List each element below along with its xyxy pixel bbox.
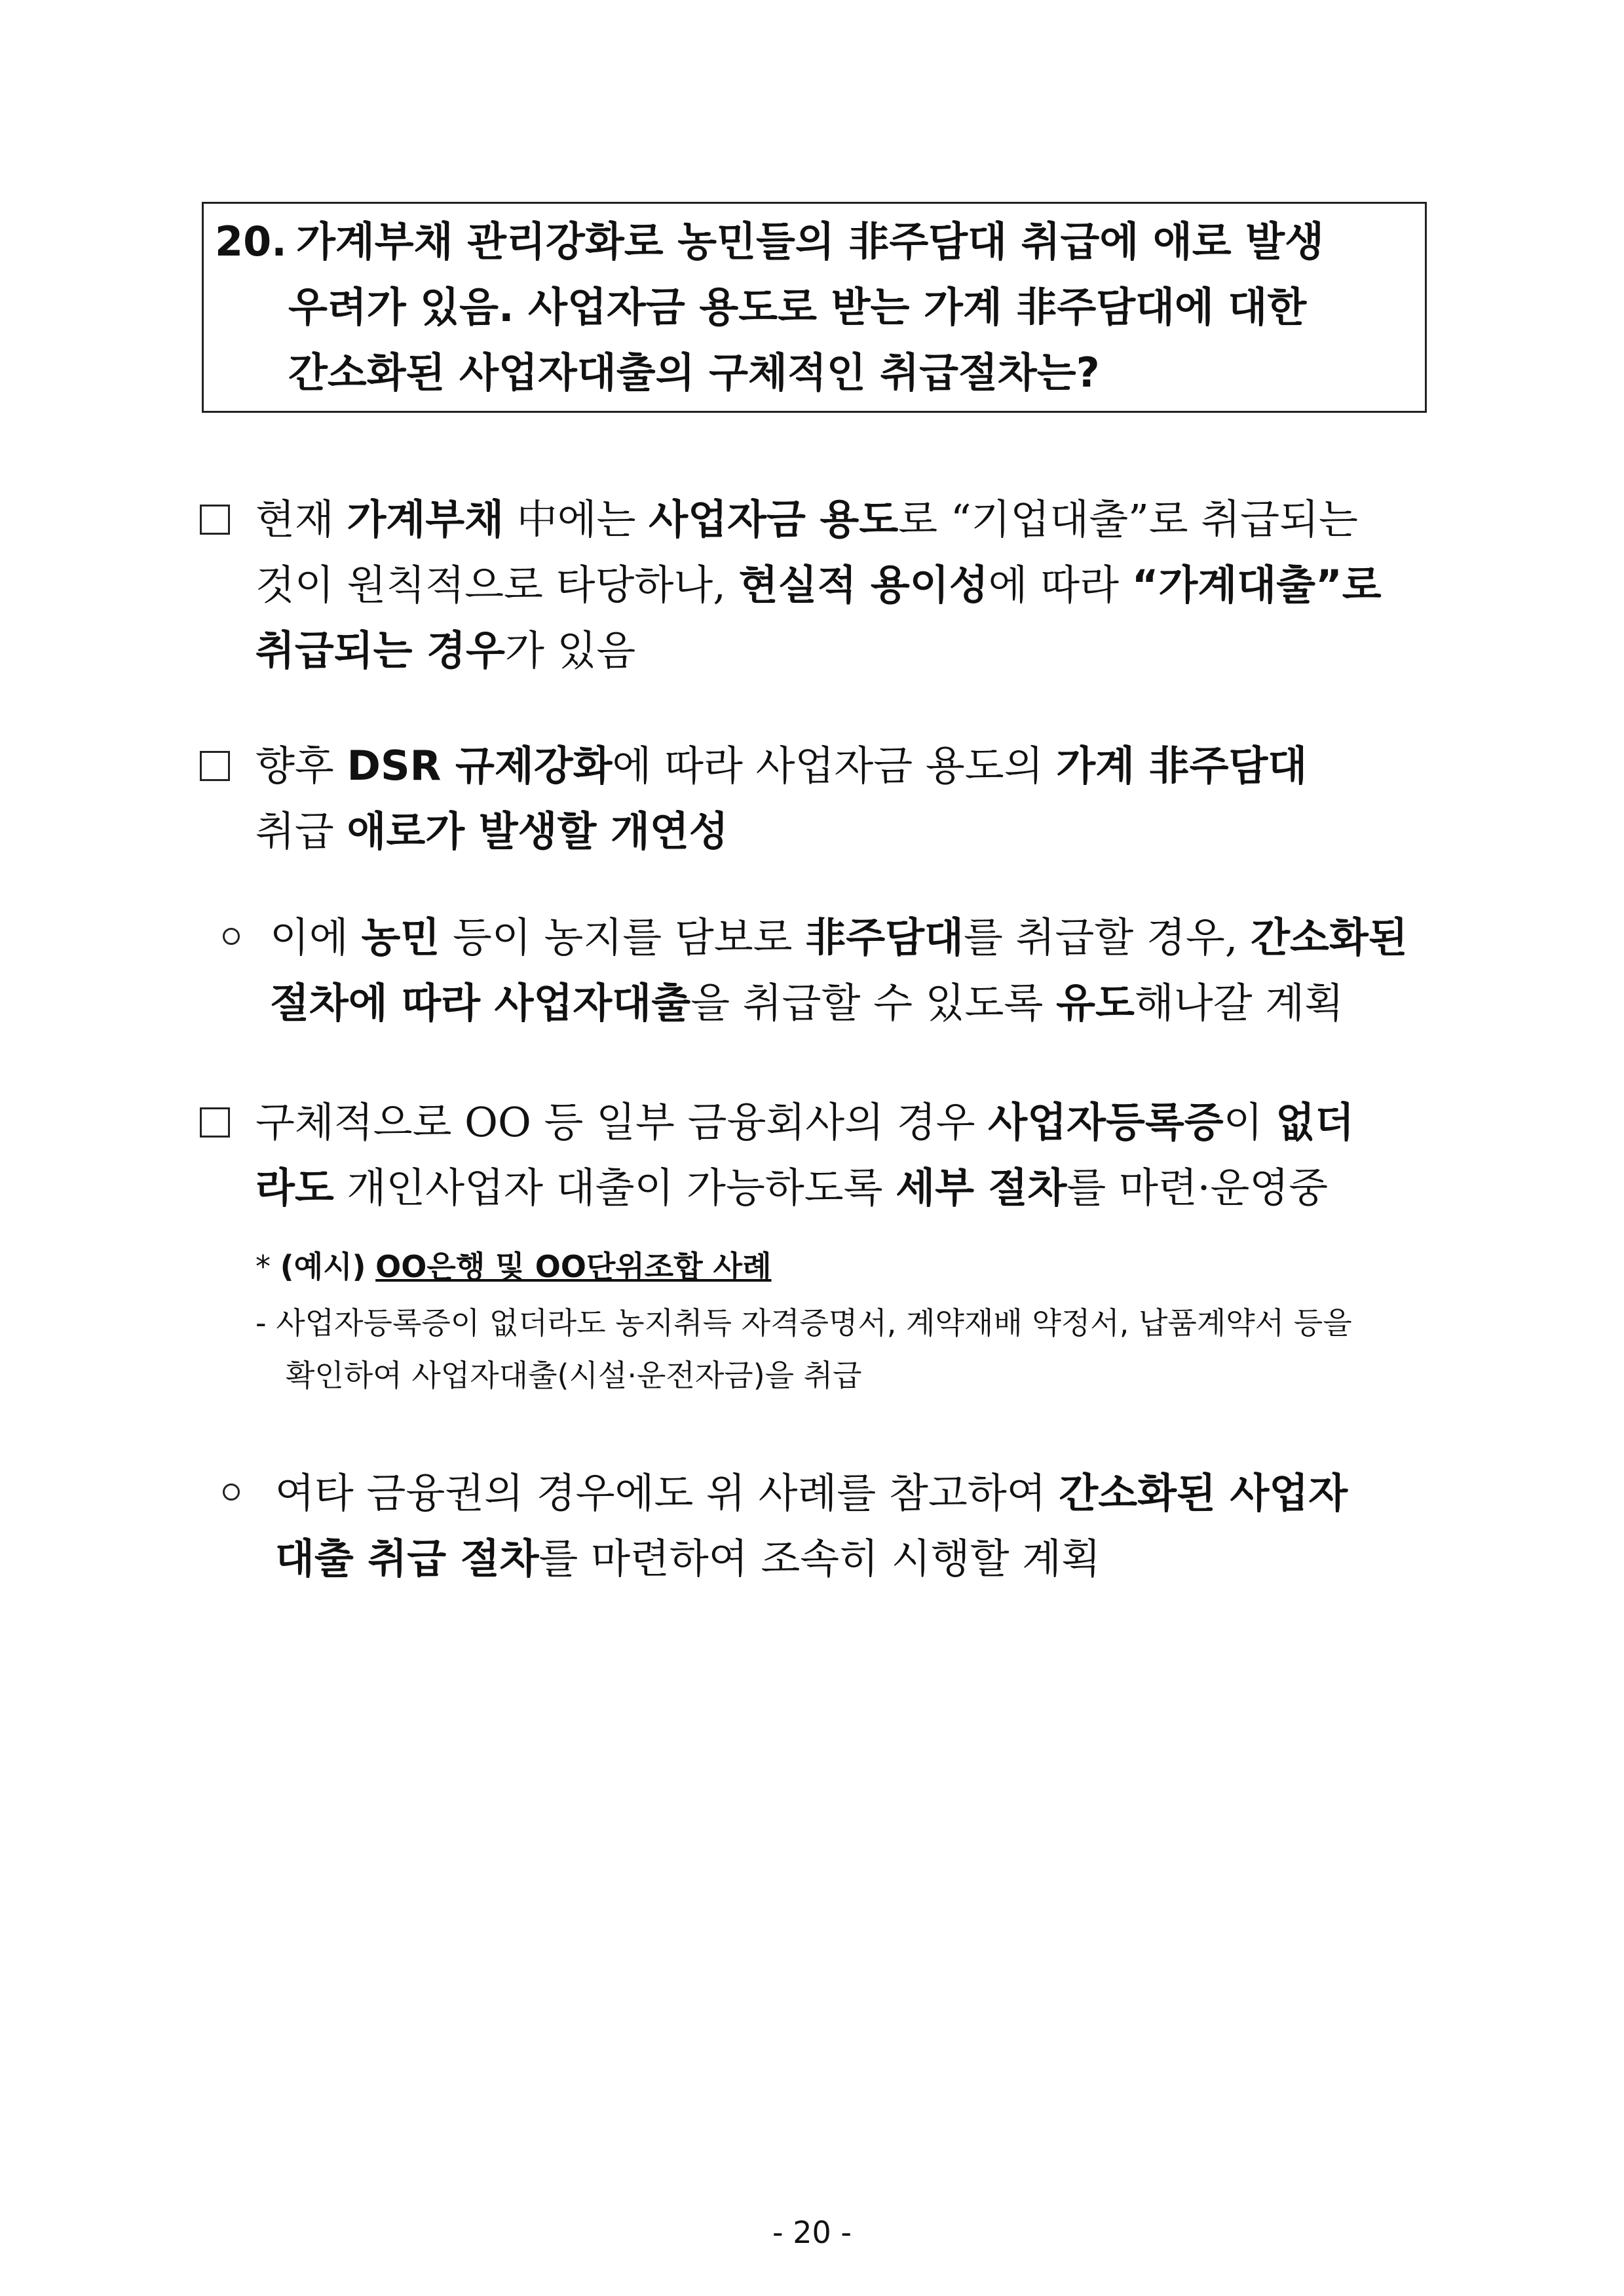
answer-p1-line-2: 것이 원칙적으로 타당하나, 현실적 용이성에 따라 “가계대출”로 [255,561,1382,609]
question-line-2: 우려가 있음. 사업자금 용도로 받는 가계 非주담대에 대한 [288,283,1307,331]
checkbox-bullet-3 [200,1107,230,1138]
answer-p3sub-line-1: 여타 금융권의 경우에도 위 사례를 참고하여 간소화된 사업자 [275,1469,1348,1517]
answer-p3sub-line-2: 대출 취급 절차를 마련하여 조속히 시행할 계획 [275,1535,1101,1582]
example-title: * (예시) OO은행 및 OO단위조합 사례 [255,1249,772,1284]
checkbox-bullet-1 [200,505,230,535]
example-line-2: 확인하여 사업자대출(시설·운전자금)을 취급 [286,1358,862,1393]
answer-p2sub-line-2: 절차에 따라 사업자대출을 취급할 수 있도록 유도해나갈 계획 [270,979,1344,1027]
answer-p2-line-2: 취급 애로가 발생할 개연성 [255,807,728,855]
question-line-3: 간소화된 사업자대출의 구체적인 취급절차는? [288,349,1100,396]
question-line-1: 가계부채 관리강화로 농민들의 非주담대 취급에 애로 발생 [296,218,1325,265]
circle-bullet-2 [223,1483,240,1501]
page-number: - 20 - [772,2215,852,2250]
answer-p1-line-1: 현재 가계부채 中에는 사업자금 용도로 “기업대출”로 취급되는 [255,495,1358,543]
answer-p2sub-line-1: 이에 농민 등이 농지를 담보로 非주담대를 취급할 경우, 간소화된 [270,913,1408,961]
answer-p1-line-3: 취급되는 경우가 있음 [255,626,636,674]
answer-p3-line-2: 라도 개인사업자 대출이 가능하도록 세부 절차를 마련·운영중 [255,1164,1329,1212]
example-line-1: - 사업자등록증이 없더라도 농지취득 자격증명서, 계약재배 약정서, 납품계약서 등을 [255,1305,1352,1341]
answer-p2-line-1: 향후 DSR 규제강화에 따라 사업자금 용도의 가계 非주담대 [255,742,1308,790]
checkbox-bullet-2 [200,751,230,781]
answer-p3-line-1: 구체적으로 OO 등 일부 금융회사의 경우 사업자등록증이 없더 [255,1098,1355,1146]
circle-bullet-1 [223,928,240,945]
question-number: 20. [215,218,287,265]
